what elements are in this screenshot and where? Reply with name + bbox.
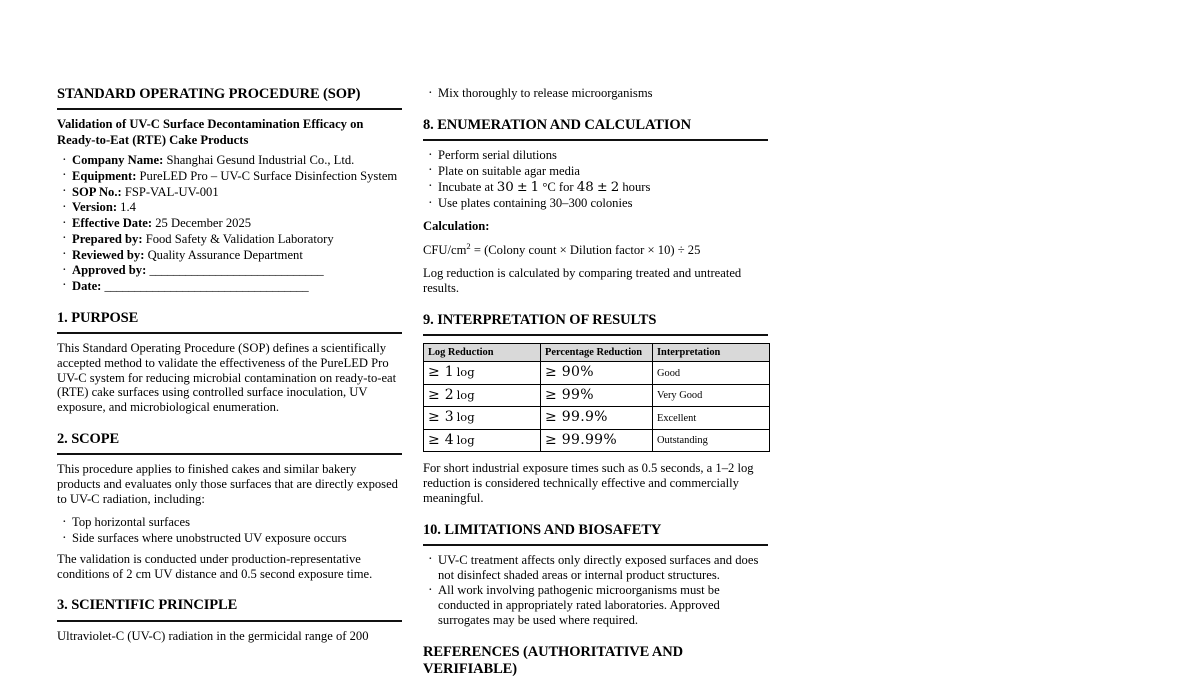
metadata-label: Company Name: bbox=[72, 153, 164, 168]
document-page bbox=[57, 86, 768, 683]
metadata-label: Equipment: bbox=[72, 168, 137, 183]
cell-log-reduction bbox=[424, 407, 541, 430]
cell-percentage-reduction bbox=[541, 429, 653, 452]
incubate-temp: 30 bbox=[496, 179, 514, 195]
cell-percentage-reduction bbox=[541, 384, 653, 407]
incubate-hours: 48 bbox=[576, 179, 594, 195]
metadata-label: Version: bbox=[72, 200, 118, 215]
metadata-value: 1.4 bbox=[120, 200, 136, 215]
log-unit: log bbox=[456, 432, 475, 447]
metadata-value: FSP-VAL-UV-001 bbox=[124, 184, 219, 199]
incubate-hours-tolerance: 2 bbox=[610, 179, 620, 195]
section-heading-limitations: 10. LIMITATIONS AND BIOSAFETY bbox=[423, 521, 662, 538]
list-item bbox=[57, 216, 402, 231]
section-heading-enumeration: 8. ENUMERATION AND CALCULATION bbox=[423, 116, 691, 133]
list-item bbox=[423, 180, 768, 196]
section-heading-scientific-principle: 3. SCIENTIFIC PRINCIPLE bbox=[57, 597, 238, 614]
incubate-prefix: Incubate at bbox=[438, 179, 497, 194]
scope-intro: This procedure applies to finished cakes and similar bakery products and evaluates only those surfaces that are directly exposed to UV-C radiation, including: bbox=[57, 462, 398, 506]
incubate-suffix: hours bbox=[619, 179, 651, 194]
table-row bbox=[424, 362, 770, 385]
page-title: STANDARD OPERATING PROCEDURE (SOP) bbox=[57, 86, 361, 102]
cell-interpretation: Very Good bbox=[653, 384, 770, 407]
metadata-label: Date: bbox=[72, 278, 102, 293]
plus-minus-icon: ± bbox=[516, 178, 528, 194]
percentage-value: ≥ 90% bbox=[545, 364, 594, 381]
title-rule bbox=[57, 108, 402, 110]
incubate-mid: °C for bbox=[539, 179, 577, 194]
cell-log-reduction bbox=[424, 384, 541, 407]
metadata-value: 25 December 2025 bbox=[155, 216, 252, 231]
section-heading-interpretation: 9. INTERPRETATION OF RESULTS bbox=[423, 311, 657, 328]
cell-interpretation: Excellent bbox=[653, 407, 770, 430]
purpose-text: This Standard Operating Procedure (SOP) defines a scientifically accepted method to validate the effectiveness of the PureLED Pro UV-C system for reducing microbial contamination on ready-to-eat (RTE) cake surfaces using controlled surface inoculation, UV exposure, and microbiological enumeration. bbox=[57, 341, 397, 415]
date-signature-line: __________________________________ bbox=[104, 278, 309, 293]
calculation-label: Calculation: bbox=[423, 219, 490, 233]
list-item: · Use plates containing 30–300 colonies bbox=[423, 196, 768, 211]
list-item bbox=[57, 169, 402, 184]
percentage-value: ≥ 99.99% bbox=[545, 431, 617, 448]
section-heading-references: REFERENCES (AUTHORITATIVE AND VERIFIABLE) bbox=[423, 643, 684, 677]
list-item bbox=[57, 232, 402, 247]
section-rule bbox=[423, 139, 768, 141]
table-row bbox=[424, 429, 770, 452]
formula-prefix: CFU/cm bbox=[423, 242, 467, 257]
table-header-row bbox=[424, 344, 770, 362]
section-heading-purpose: 1. PURPOSE bbox=[57, 309, 139, 326]
list-item: · Side surfaces where unobstructed UV exposure occurs bbox=[57, 531, 402, 546]
cell-interpretation: Outstanding bbox=[653, 429, 770, 452]
formula-body: = (Colony count × Dilution factor × 10) ÷ 25 bbox=[470, 242, 701, 257]
enumeration-bullet-list bbox=[423, 148, 768, 211]
table-row bbox=[424, 384, 770, 407]
calculation-formula bbox=[423, 240, 768, 258]
table-row bbox=[424, 407, 770, 430]
cell-log-reduction bbox=[424, 362, 541, 385]
metadata-label: Reviewed by: bbox=[72, 247, 145, 262]
formula-superscript: 2 bbox=[466, 240, 471, 251]
metadata-value: Shanghai Gesund Industrial Co., Ltd. bbox=[166, 153, 355, 168]
two-column-layout bbox=[57, 86, 768, 683]
metadata-value: PureLED Pro – UV-C Surface Disinfection System bbox=[139, 168, 398, 183]
metadata-value: Food Safety & Validation Laboratory bbox=[145, 231, 334, 246]
log-operator: ≥ 3 bbox=[428, 409, 454, 426]
list-item: · Mix thoroughly to release microorganisms bbox=[423, 86, 768, 101]
log-unit: log bbox=[456, 365, 475, 380]
column-header-log-reduction: Log Reduction bbox=[424, 344, 541, 362]
section-rule bbox=[57, 453, 402, 455]
metadata-label: Effective Date: bbox=[72, 216, 153, 231]
metadata-label: SOP No.: bbox=[72, 184, 122, 199]
metadata-list bbox=[57, 153, 402, 294]
column-header-interpretation: Interpretation bbox=[653, 344, 770, 362]
section-rule bbox=[57, 332, 402, 334]
list-item: · All work involving pathogenic microorganisms must be conducted in appropriately rated laboratories. Approved surrogates may be used where required. bbox=[423, 583, 768, 627]
section-heading-scope: 2. SCOPE bbox=[57, 430, 120, 447]
column-header-percentage-reduction: Percentage Reduction bbox=[541, 344, 653, 362]
log-operator: ≥ 2 bbox=[428, 386, 454, 403]
cell-percentage-reduction bbox=[541, 362, 653, 385]
scientific-principle-text: Ultraviolet-C (UV-C) radiation in the germicidal range of 200 bbox=[57, 628, 369, 643]
log-operator: ≥ 4 bbox=[428, 431, 454, 448]
metadata-label: Prepared by: bbox=[72, 231, 143, 246]
percentage-value: ≥ 99.9% bbox=[545, 409, 608, 426]
section-rule bbox=[423, 334, 768, 336]
interpretation-note: For short industrial exposure times such as 0.5 seconds, a 1–2 log reduction is considered technically effective and commercially meaningful. bbox=[423, 461, 754, 505]
percentage-value: ≥ 99% bbox=[545, 386, 594, 403]
log-unit: log bbox=[456, 410, 475, 425]
section-rule bbox=[423, 544, 768, 546]
plus-minus-icon: ± bbox=[596, 178, 608, 194]
log-operator: ≥ 1 bbox=[428, 364, 454, 381]
list-item bbox=[57, 185, 402, 200]
scope-closing: The validation is conducted under production-representative conditions of 2 cm UV distance and 0.5 second exposure time. bbox=[57, 551, 373, 581]
metadata-label: Approved by: bbox=[72, 263, 147, 278]
list-item bbox=[57, 279, 402, 294]
list-item bbox=[57, 263, 402, 278]
list-item: · UV-C treatment affects only directly exposed surfaces and does not disinfect shaded areas or internal product structures. bbox=[423, 553, 768, 582]
cell-interpretation: Good bbox=[653, 362, 770, 385]
list-item bbox=[57, 153, 402, 168]
section-rule bbox=[57, 620, 402, 622]
cell-percentage-reduction bbox=[541, 407, 653, 430]
scope-bullet-list bbox=[57, 515, 402, 545]
sampling-tail-list bbox=[423, 86, 768, 101]
limitations-bullet-list bbox=[423, 553, 768, 628]
list-item bbox=[57, 200, 402, 215]
interpretation-table bbox=[423, 343, 770, 452]
document-subtitle: Validation of UV-C Surface Decontamination Efficacy on Ready-to-Eat (RTE) Cake Products bbox=[57, 117, 364, 147]
left-column bbox=[57, 86, 402, 643]
incubate-temp-tolerance: 1 bbox=[530, 179, 540, 195]
list-item: · Plate on suitable agar media bbox=[423, 164, 768, 179]
cell-log-reduction bbox=[424, 429, 541, 452]
approved-by-signature-line: _____________________________ bbox=[149, 263, 324, 278]
list-item: · Top horizontal surfaces bbox=[57, 515, 402, 530]
list-item: · Perform serial dilutions bbox=[423, 148, 768, 163]
calculation-note: Log reduction is calculated by comparing treated and untreated results. bbox=[423, 266, 742, 296]
metadata-value: Quality Assurance Department bbox=[147, 247, 303, 262]
list-item bbox=[57, 248, 402, 263]
log-unit: log bbox=[456, 387, 475, 402]
right-column bbox=[423, 86, 768, 683]
